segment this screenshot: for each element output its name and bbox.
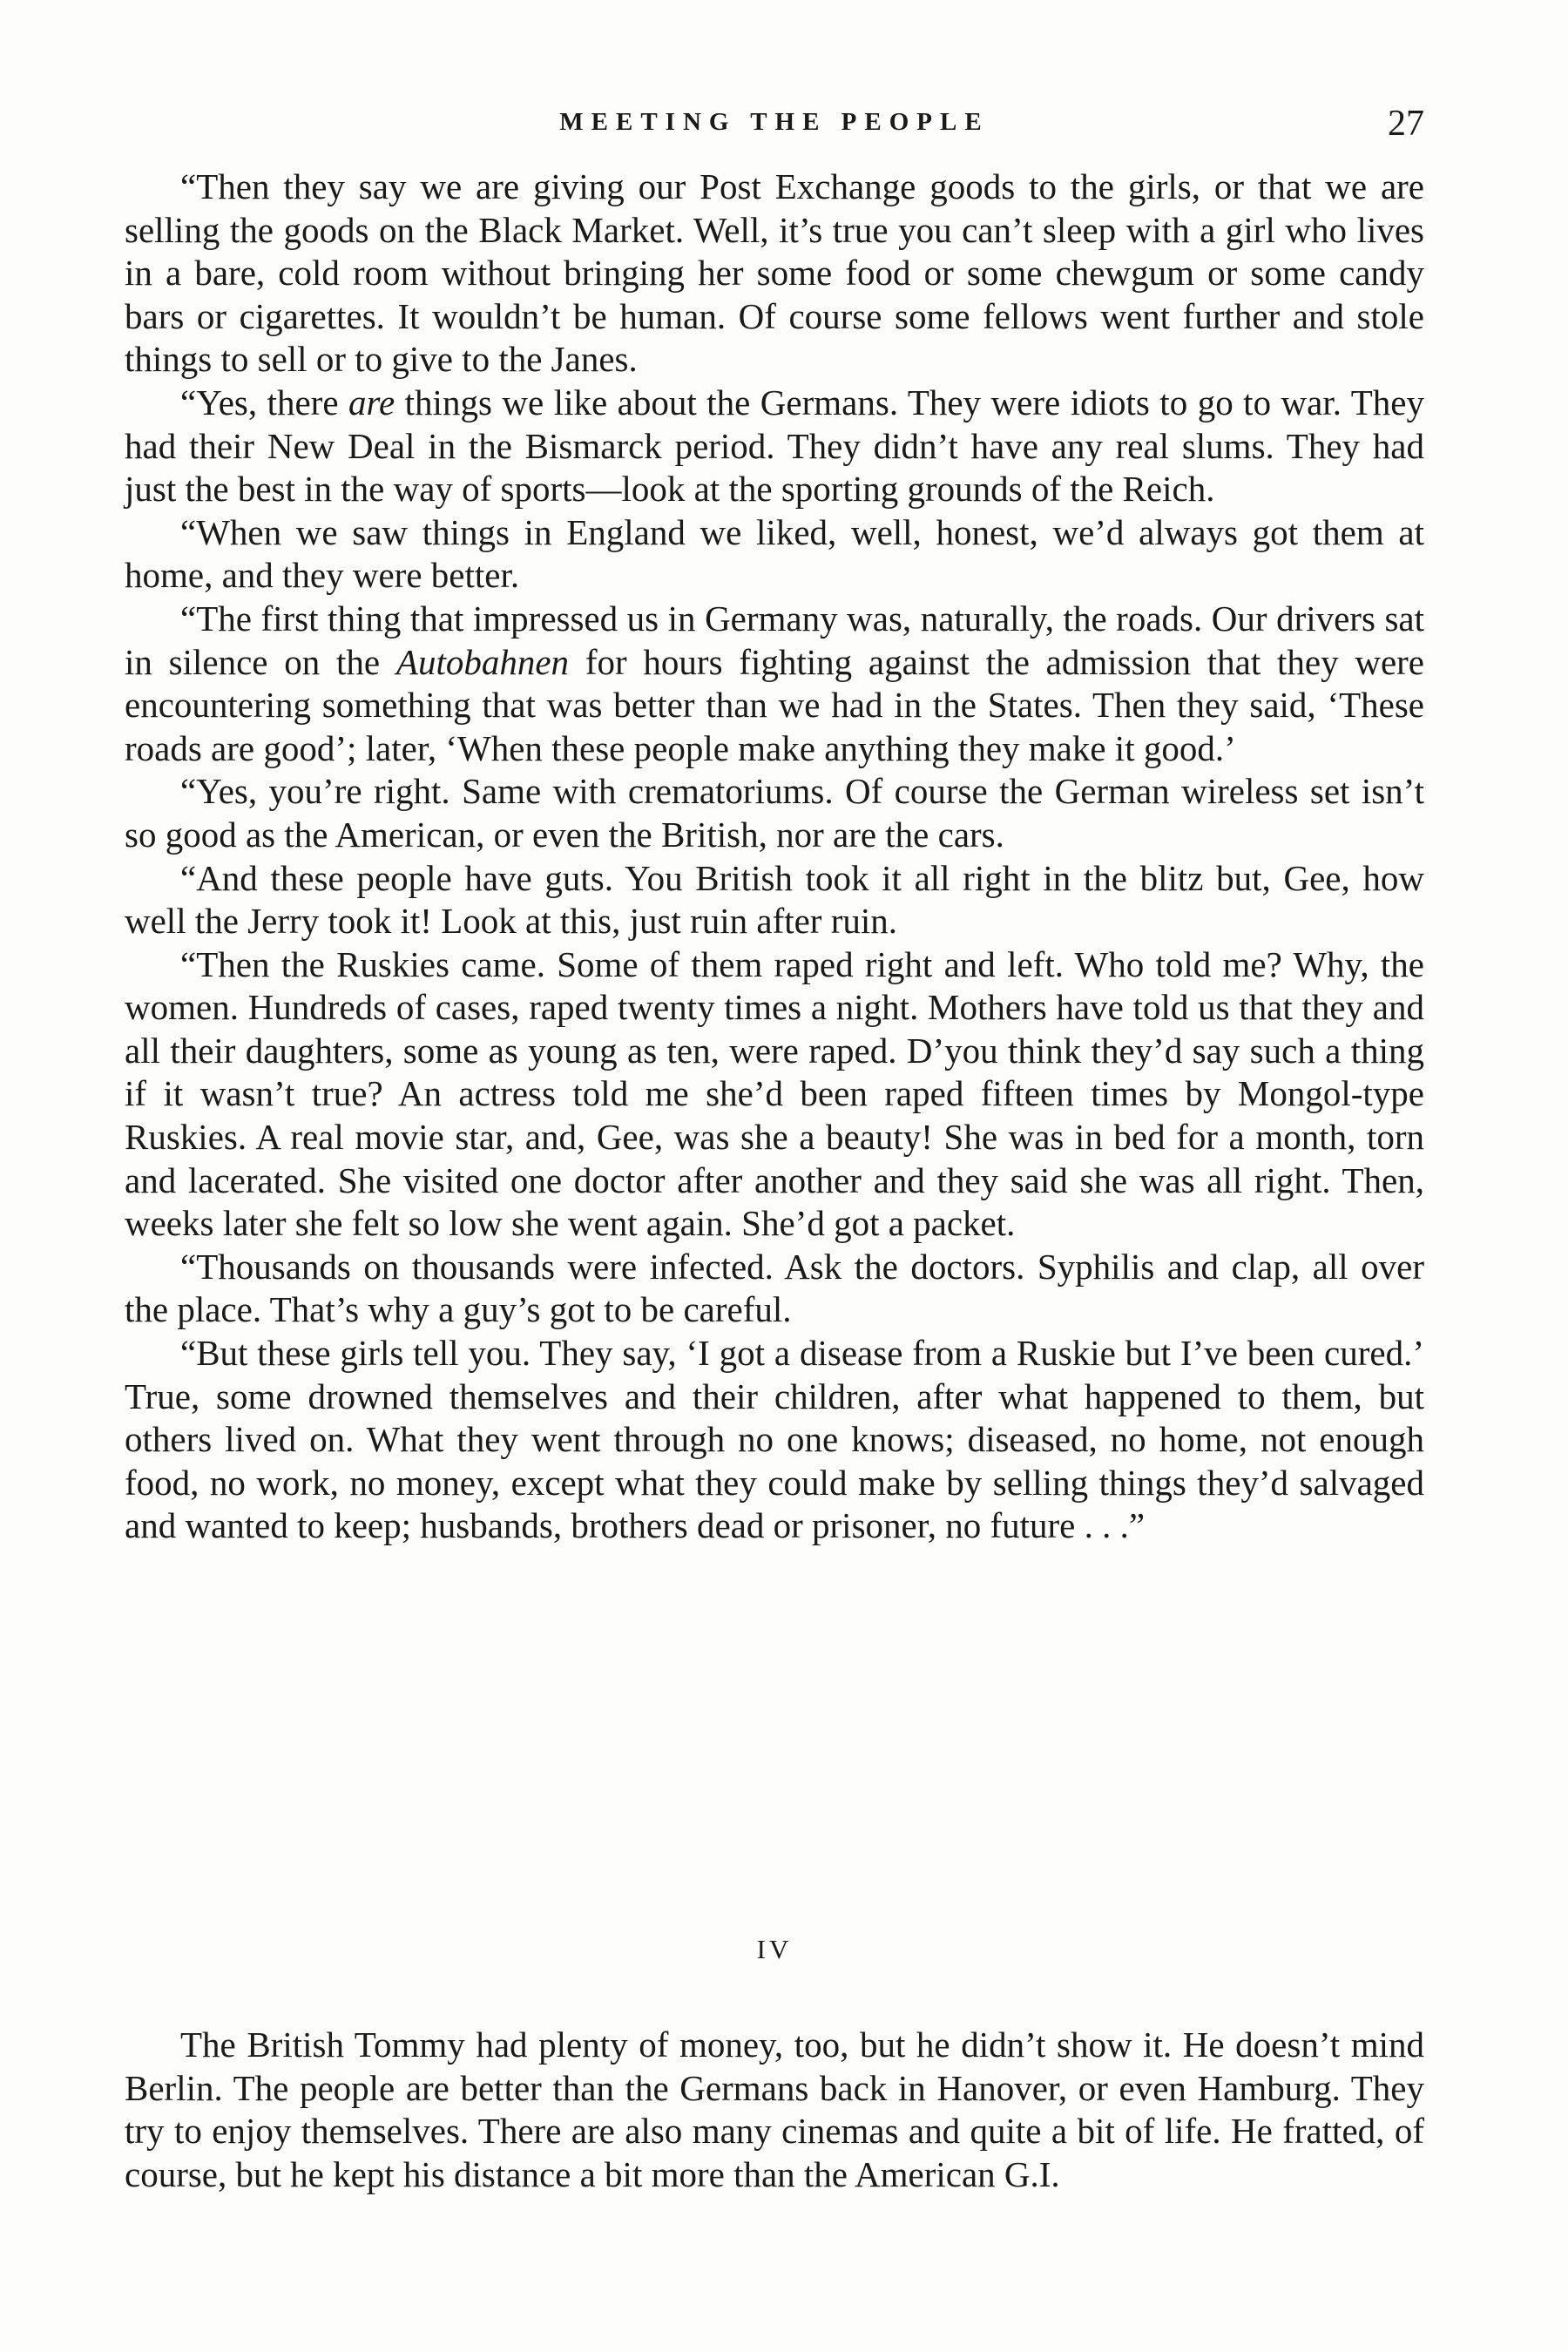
paragraph: “Thousands on thousands were infected. Ask the doctors. Syphilis and clap, all over the place. That’s why a guy’s got to be careful. (125, 1246, 1424, 1330)
running-header (125, 103, 1424, 155)
paragraph: “Yes, there are things we like about the Germans. They were idiots to go to war. They had their New Deal in the Bismarck period. They didn’t have any real slums. They had just the best in the way of sports—look at the sporting grounds of the Reich. (125, 382, 1424, 510)
section-heading: IV (756, 1934, 793, 1964)
page-number: 27 (1388, 104, 1424, 144)
body-text (125, 166, 1424, 1548)
paragraph: “When we saw things in England we liked, well, honest, we’d always got them at home, and they were better. (125, 511, 1424, 596)
paragraph: “But these girls tell you. They say, ‘I got a disease from a Ruskie but I’ve been cured.’ True, some drowned themselves and their children, after what happened to them, but others lived on. What they went through no one knows; diseased, no home, not enough food, no work, no money, except what they could make by selling things they’d salvaged and wanted to keep; husbands, brothers dead or prisoner, no future . . .” (125, 1333, 1424, 1546)
paragraph: “The first thing that impressed us in Germany was, naturally, the roads. Our drivers sat in silence on the Autobahnen for hours fighting against the admission that they were encountering something that was better than we had in the States. Then they said, ‘These roads are good’; later, ‘When these people make anything they make it good.’ (125, 598, 1425, 768)
emphasis: are (348, 382, 395, 422)
paragraph: The British Tommy had plenty of money, too, but he didn’t show it. He doesn’t mind Berlin. The people are better than the Germans back in Hanover, or even Hamburg. They try to enjoy themselves. There are also many cinemas and quite a bit of life. He fratted, of course, but he kept his distance a bit more than the American G.I. (125, 2024, 1424, 2194)
running-title: MEETING THE PEOPLE (559, 108, 990, 136)
paragraph: “Then the Ruskies came. Some of them raped right and left. Who told me? Why, the women. Hundreds of cases, raped twenty times a night. Mothers have told us that they and all their daughters, some as young as ten, were raped. D’you think they’d say such a thing if it wasn’t true? An actress told me she’d been raped fifteen times by Mongol-type Ruskies. A real movie star, and, Gee, was she a beauty! She was in bed for a month, torn and lacerated. She visited one doctor after another and they said she was all right. Then, weeks later she felt so low she went again. She’d got a packet. (125, 943, 1424, 1244)
section-body-text (125, 2024, 1424, 2196)
paragraph: “Yes, you’re right. Same with crematoriums. Of course the German wireless set isn’t so good as the American, or even the British, nor are the cars. (125, 771, 1424, 855)
paragraph: “And these people have guts. You British took it all right in the blitz but, Gee, how well the Jerry took it! Look at this, just ruin after ruin. (125, 857, 1424, 942)
paragraph: “Then they say we are giving our Post Exchange goods to the girls, or that we are selling the goods on the Black Market. Well, it’s true you can’t sleep with a girl who lives in a bare, cold room without bringing her some food or some chewgum or some candy bars or cigarettes. It wouldn’t be human. Of course some fellows went further and stole things to sell or to give to the Janes. (125, 166, 1424, 380)
emphasis: Autobahnen (395, 641, 570, 682)
